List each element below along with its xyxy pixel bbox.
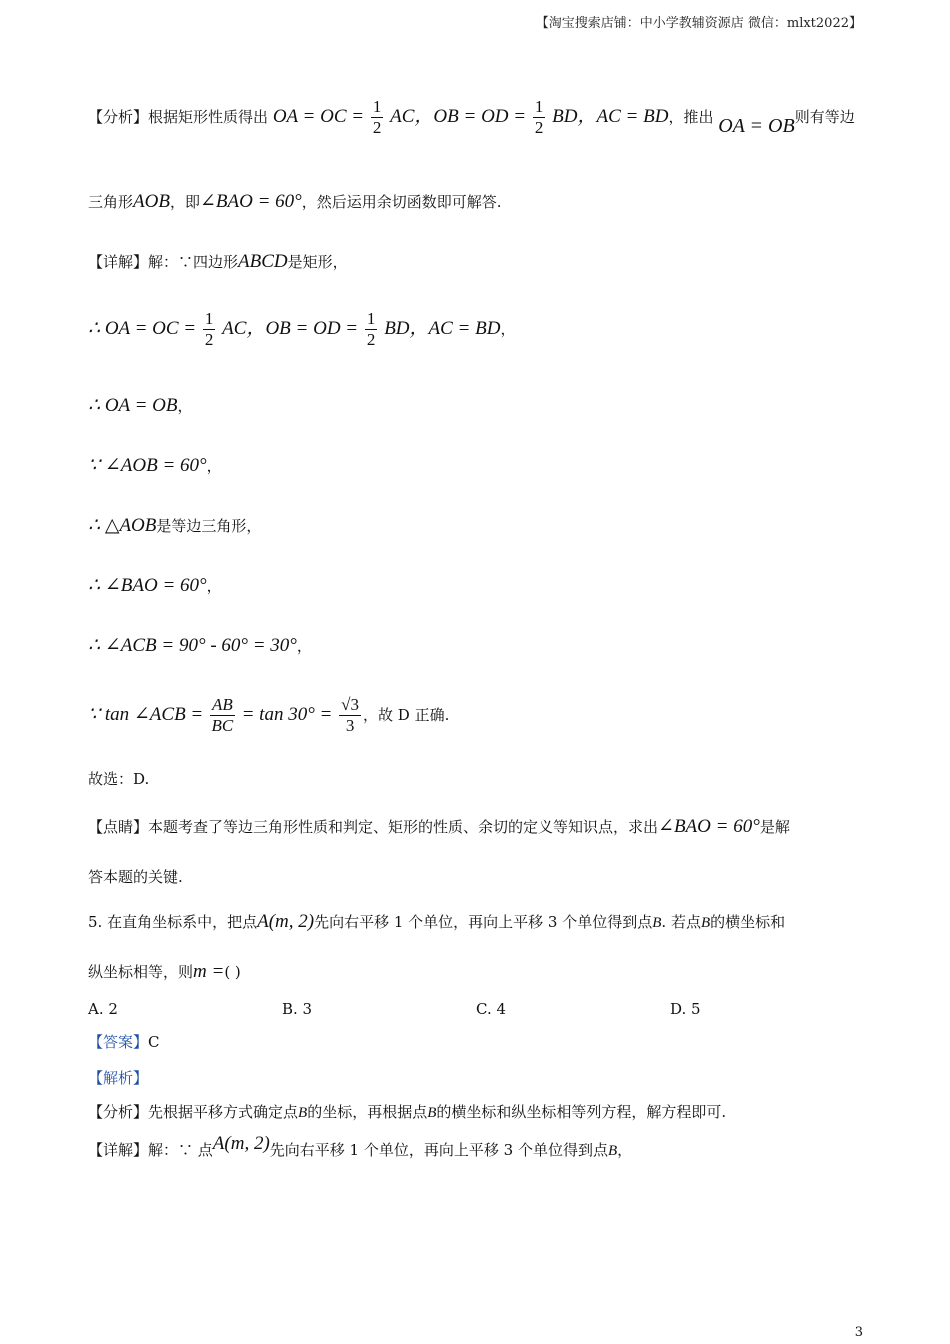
detail-step-5: ∴ ∠BAO = 60°， — [88, 575, 222, 596]
option-c: C. 4 — [476, 1000, 507, 1018]
answer-value: C — [148, 1033, 160, 1051]
detail-line-1: 【详解】解：∵四边形ABCD是矩形， — [88, 251, 348, 272]
fraction: $\frac{1}{2}$ — [204, 309, 214, 349]
answer-line — [88, 1035, 160, 1050]
comment-tag: 【点睛】 — [88, 818, 149, 836]
solution-analysis: 【分析】先根据平移方式确定点B的坐标，再根据点B的横坐标和纵坐标相等列方程，解方程即可. — [88, 1103, 727, 1121]
comment-line-1: 【点睛】本题考查了等边三角形性质和判定、矩形的性质、余切的定义等知识点，求出∠BAO = 60°是解 — [88, 816, 790, 837]
detail-choice: 故选：D. — [88, 770, 150, 788]
detail-step-3: ∵ ∠AOB = 60°， — [88, 455, 222, 476]
detail-step-4: ∴ △AOB是等边三角形， — [88, 515, 262, 536]
analysis-line-2: 三角形AOB，即∠BAO = 60°，然后运用余切函数即可解答. — [88, 191, 502, 212]
fraction: $\frac{√3}{3}$ — [341, 695, 359, 735]
page-number: 3 — [854, 1325, 863, 1340]
page-header: 【淘宝搜索店铺：中小学教辅资源店 微信：mlxt2022】 — [535, 16, 862, 31]
analysis-tag: 【分析】 — [88, 108, 149, 127]
question-5-line-1: 5. 在直角坐标系中，把点A(m, 2)先向右平移 1 个单位，再向上平移 3 个单位得到点B. 若点B的横坐标和 — [88, 911, 786, 932]
comment-line-2: 答本题的关键. — [88, 868, 183, 886]
option-b: B. 3 — [282, 1000, 313, 1018]
analysis-line-1: 【分析】根据矩形性质得出 OA = OC = $\frac{1}{2}$ AC，OB = OD = $\frac{1}{2}$ BD，AC = BD，推出 OA = OB则有等边 — [88, 97, 855, 138]
solution-tag: 【解析】 — [88, 1069, 149, 1087]
detail-step-1: ∴ OA = OC = $\frac{1}{2}$ AC，OB = OD = $\frac{1}{2}$ BD，AC = BD， — [88, 309, 516, 349]
question-5-line-2: 纵坐标相等，则m =( ) — [88, 961, 241, 982]
detail-step-2: ∴ OA = OB， — [88, 395, 193, 416]
detail-step-6: ∴ ∠ACB = 90° - 60° = 30°， — [88, 635, 312, 656]
fraction: $\frac{1}{2}$ — [372, 97, 382, 137]
fraction: $\frac{1}{2}$ — [534, 97, 544, 137]
detail-tag: 【详解】 — [88, 253, 149, 271]
option-d: D. 5 — [670, 1000, 701, 1018]
answer-tag: 【答案】 — [88, 1033, 149, 1051]
fraction: $\frac{AB}{BC}$ — [211, 695, 234, 735]
detail-step-7: ∵ tan ∠ACB = $\frac{AB}{BC}$ = tan 30° = $\frac{√3}{3}$ ，故 D 正确. — [88, 695, 450, 735]
fraction: $\frac{1}{2}$ — [366, 309, 376, 349]
option-a: A. 2 — [88, 1000, 118, 1018]
solution-detail: 【详解】解：∵ 点A(m, 2)先向右平移 1 个单位，再向上平移 3 个单位得到点B， — [88, 1133, 633, 1159]
